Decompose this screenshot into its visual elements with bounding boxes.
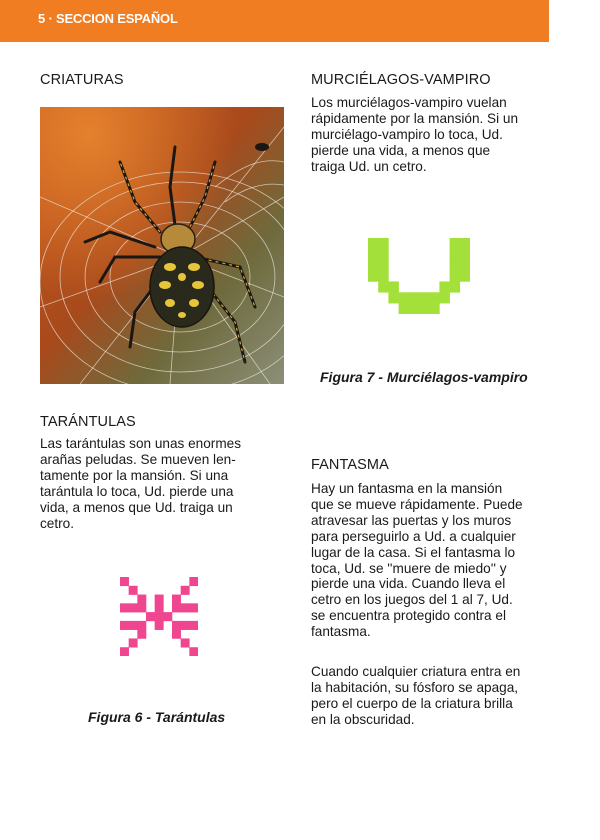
tarantula-sprite-icon: [120, 577, 198, 656]
bat-pixel: [450, 249, 461, 260]
tarantula-pixel: [181, 586, 190, 595]
tarantula-pixel: [146, 612, 155, 621]
murcielagos-paragraph: Los murciélagos-vampiro vuelan rápidamente por la mansión. Si un murciélago-vampiro lo toca, Ud. pierde una vida, a menos que traiga Ud. un cetro.: [311, 95, 519, 174]
bat-pixel: [439, 292, 450, 303]
bat-pixel: [378, 281, 389, 292]
tarantula-pixel: [120, 647, 129, 656]
criatura-note-paragraph: Cuando cualquier criatura entra en la habitación, su fósforo se apaga, pero el cuerpo de la criatura brilla en la obscuridad.: [311, 664, 521, 727]
tarantula-pixel: [120, 603, 129, 612]
tarantula-pixel: [172, 630, 181, 639]
bat-pixel: [450, 281, 461, 292]
criaturas-heading: CRIATURAS: [40, 72, 124, 88]
tarantula-pixel: [189, 621, 198, 630]
bat-pixel: [378, 260, 389, 271]
murcielagos-heading: MURCIÉLAGOS-VAMPIRO: [311, 72, 491, 88]
figure-6-caption: Figura 6 - Tarántulas: [88, 709, 226, 725]
bat-pixel: [378, 249, 389, 260]
bat-pixel: [460, 249, 470, 260]
fantasma-paragraph: Hay un fantasma en la mansión que se mueve rápidamente. Puede atravesar las puertas y los muros para perseguirlo a Ud. a cualquier lugar de la casa. Si el fantasma lo toca, Ud. se ''muere de miedo'' y pierde una vida. Cuando lleva el cetro en los juegos del 1 al 7, Ud. se encuentra protegido contra el fantasma.: [311, 481, 523, 640]
vampire-bat-sprite-icon: [368, 238, 470, 314]
bat-pixel: [450, 271, 461, 282]
tarantula-pixel: [172, 603, 181, 612]
bat-pixel: [368, 238, 379, 249]
section-header-title: 5 · SECCION ESPAÑOL: [38, 11, 178, 26]
tarantula-pixel: [155, 595, 164, 604]
bat-pixel: [450, 238, 461, 249]
tarantula-pixel: [189, 603, 198, 612]
tarantulas-heading: TARÁNTULAS: [40, 414, 136, 430]
tarantula-pixel: [172, 621, 181, 630]
tarantula-pixel: [137, 621, 146, 630]
bat-pixel: [378, 238, 389, 249]
tarantula-pixel: [172, 595, 181, 604]
tarantula-pixel: [129, 603, 138, 612]
bat-pixel: [368, 249, 379, 260]
tarantula-pixel: [163, 612, 172, 621]
tarantula-pixel: [129, 638, 138, 647]
bat-pixel: [419, 292, 430, 303]
tarantula-pixel: [129, 621, 138, 630]
bat-pixel: [368, 260, 379, 271]
bat-pixel: [429, 303, 440, 314]
bat-pixel: [409, 303, 420, 314]
tarantula-pixel: [189, 577, 198, 586]
tarantula-pixel: [120, 577, 129, 586]
bat-pixel: [460, 271, 470, 282]
tarantula-pixel: [120, 621, 129, 630]
bat-pixel: [460, 260, 470, 271]
tarantula-pixel: [189, 647, 198, 656]
figure-7-caption: Figura 7 - Murciélagos-vampiro: [320, 369, 528, 385]
bat-pixel: [399, 303, 410, 314]
bat-pixel: [429, 292, 440, 303]
bat-pixel: [378, 271, 389, 282]
bat-pixel: [409, 292, 420, 303]
bat-pixel: [439, 281, 450, 292]
bat-pixel: [419, 303, 430, 314]
tarantulas-paragraph: Las tarántulas son unas enormes arañas peludas. Se mueven len- tamente por la mansión. Si una tarántula lo toca, Ud. pierde una vida, a menos que Ud. traiga un cetro.: [40, 436, 242, 531]
tarantula-pixel: [155, 621, 164, 630]
fantasma-heading: FANTASMA: [311, 457, 389, 473]
tarantula-pixel: [137, 595, 146, 604]
bat-pixel: [388, 292, 399, 303]
tarantula-pixel: [181, 603, 190, 612]
bat-pixel: [399, 292, 410, 303]
bat-pixel: [368, 271, 379, 282]
tarantula-pixel: [129, 586, 138, 595]
tarantula-pixel: [137, 603, 146, 612]
bat-pixel: [450, 260, 461, 271]
tarantula-pixel: [155, 603, 164, 612]
tarantula-pixel: [181, 621, 190, 630]
tarantula-pixel: [155, 612, 164, 621]
bat-pixel: [460, 238, 470, 249]
spider-photo: [40, 107, 284, 384]
tarantula-pixel: [181, 638, 190, 647]
tarantula-pixel: [137, 630, 146, 639]
bat-pixel: [388, 281, 399, 292]
